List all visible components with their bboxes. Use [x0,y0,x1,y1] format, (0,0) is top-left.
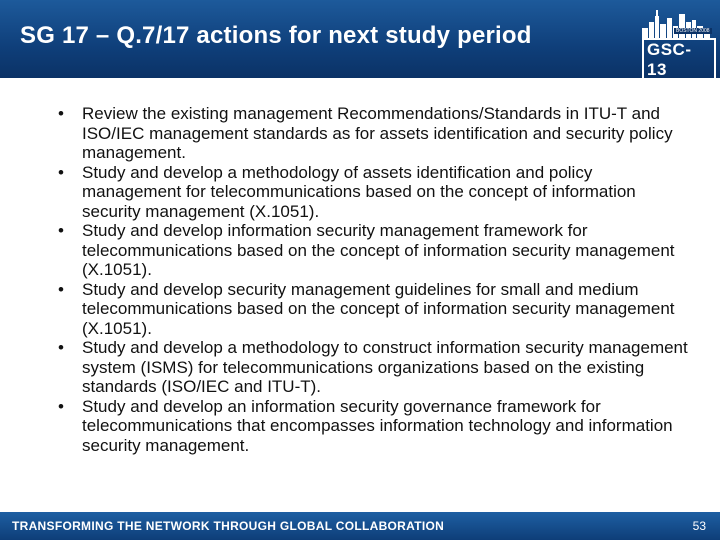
logo-text: GSC-13 [642,38,716,82]
bullet-list [58,104,688,455]
logo-subtitle: BOSTON 2008 [676,28,710,34]
footer-bar [0,512,720,540]
list-item-text: Review the existing management Recommendations/Standards in ITU-T and ISO/IEC management standards as for assets identification and security policy management. [82,104,673,162]
bullet-dot-icon: • [58,221,64,240]
list-item [58,163,688,222]
bullet-dot-icon: • [58,338,64,357]
gsc-logo [640,6,716,79]
list-item [58,397,688,456]
bullet-dot-icon: • [58,104,64,123]
footer-tagline: TRANSFORMING THE NETWORK THROUGH GLOBAL COLLABORATION [12,519,445,533]
list-item [58,221,688,280]
bullet-dot-icon: • [58,396,64,416]
page-number: 53 [692,519,706,533]
bullet-dot-icon: • [58,162,64,182]
bullet-list-container [58,104,688,455]
list-item [58,104,688,163]
list-item-text: Study and develop information security management framework for telecommunications based on the concept of information security management (X.1051). [82,221,675,279]
title-bar [0,0,720,78]
list-item-text: Study and develop a methodology of assets identification and policy management for telecommunications based on the concept of information security management (X.1051). [82,162,636,221]
slide-title: SG 17 – Q.7/17 actions for next study period [20,22,532,49]
list-item [58,338,688,397]
skyline-logo-icon [640,6,716,40]
list-item-text: Study and develop a methodology to construct information security management system (ISMS) for telecommunications organizations based on the existing standards (ISO/IEC and ITU-T). [82,338,688,396]
list-item-text: Study and develop security management guidelines for small and medium telecommunications based on the concept of information security management (X.1051). [82,279,675,338]
list-item [58,280,688,339]
list-item-text: Study and develop an information security governance framework for telecommunications that encompasses information technology and information security management. [82,396,673,455]
bullet-dot-icon: • [58,279,64,299]
